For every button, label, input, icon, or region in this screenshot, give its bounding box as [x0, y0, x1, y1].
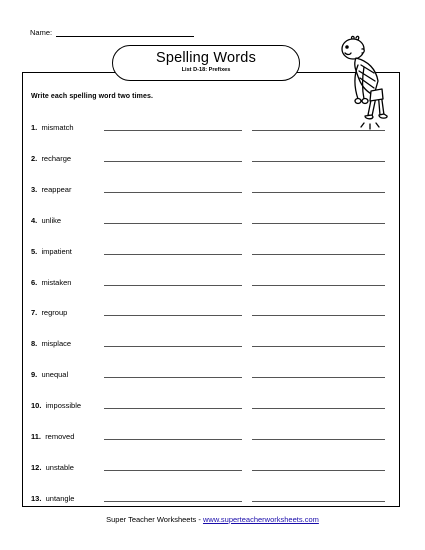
writing-line-first[interactable] [104, 161, 242, 162]
word-label [31, 154, 71, 163]
word-row [31, 278, 391, 290]
name-line[interactable] [56, 28, 194, 37]
word-number: 4. [31, 215, 38, 225]
writing-line-second[interactable] [252, 377, 385, 378]
writing-line-first[interactable] [104, 130, 242, 131]
writing-line-second[interactable] [252, 223, 385, 224]
word-number: 1. [31, 123, 38, 132]
writing-line-first[interactable] [104, 285, 242, 286]
writing-line-first[interactable] [104, 408, 242, 409]
word-number: 6. [31, 277, 38, 287]
spelling-word: untangle [45, 493, 75, 503]
word-row [31, 308, 391, 320]
word-label [31, 401, 81, 410]
writing-line-second[interactable] [252, 315, 385, 316]
writing-line-second[interactable] [252, 408, 385, 409]
spelling-word: misplace [41, 339, 72, 349]
spelling-word: impossible [45, 401, 82, 411]
spelling-word: removed [45, 432, 75, 441]
writing-line-second[interactable] [252, 254, 385, 255]
writing-line-first[interactable] [104, 501, 242, 502]
spelling-word: reappear [41, 184, 72, 194]
boy-bending-icon [334, 35, 392, 135]
spelling-word: recharge [41, 153, 72, 163]
word-row [31, 123, 391, 135]
spelling-word: regroup [41, 308, 68, 318]
writing-line-first[interactable] [104, 439, 242, 440]
word-number: 13. [31, 493, 42, 503]
footer-separator: - [196, 515, 203, 524]
word-number: 5. [31, 246, 38, 256]
title-banner [112, 45, 300, 81]
writing-line-second[interactable] [252, 346, 385, 347]
spelling-word: impatient [41, 246, 72, 256]
writing-line-second[interactable] [252, 130, 385, 131]
word-row [31, 370, 391, 382]
word-number: 10. [31, 401, 42, 411]
word-label [31, 278, 71, 287]
word-label [31, 185, 71, 194]
word-row [31, 216, 391, 228]
writing-line-second[interactable] [252, 501, 385, 502]
writing-line-first[interactable] [104, 470, 242, 471]
word-number: 7. [31, 308, 38, 318]
word-label [31, 370, 68, 379]
name-label: Name: [30, 28, 53, 37]
word-row [31, 401, 391, 413]
word-row [31, 247, 391, 259]
footer-brand: Super Teacher Worksheets [106, 515, 197, 524]
word-row [31, 154, 391, 166]
writing-line-first[interactable] [104, 192, 242, 193]
word-label [31, 216, 61, 225]
word-number: 2. [31, 153, 38, 163]
word-row [31, 494, 391, 506]
word-label [31, 123, 74, 132]
footer-link[interactable]: www.superteacherworksheets.com [202, 515, 319, 524]
word-label [31, 463, 74, 472]
writing-line-second[interactable] [252, 192, 385, 193]
writing-line-first[interactable] [104, 223, 242, 224]
writing-line-second[interactable] [252, 285, 385, 286]
list-subtitle: List D-18: Prefixes [181, 67, 231, 73]
writing-line-first[interactable] [104, 315, 242, 316]
word-label [31, 308, 67, 317]
instruction-text: Write each spelling word two times. [31, 93, 154, 100]
word-label [31, 247, 72, 256]
word-number: 12. [31, 462, 42, 472]
page-title: Spelling Words [155, 50, 257, 66]
word-row [31, 185, 391, 197]
spelling-word: unlike [41, 215, 62, 225]
word-number: 11. [31, 432, 42, 441]
writing-line-second[interactable] [252, 439, 385, 440]
name-row [30, 28, 194, 37]
word-row [31, 432, 391, 444]
writing-line-second[interactable] [252, 470, 385, 471]
footer [0, 515, 425, 524]
writing-line-first[interactable] [104, 377, 242, 378]
writing-line-first[interactable] [104, 346, 242, 347]
word-label [31, 339, 71, 348]
spelling-word: unequal [41, 370, 69, 380]
writing-line-first[interactable] [104, 254, 242, 255]
writing-line-second[interactable] [252, 161, 385, 162]
word-row [31, 463, 391, 475]
spelling-word: mismatch [41, 123, 74, 132]
word-number: 9. [31, 370, 38, 380]
word-row [31, 339, 391, 351]
spelling-word: mistaken [41, 277, 72, 287]
word-number: 3. [31, 184, 38, 194]
word-label [31, 432, 74, 441]
spelling-word: unstable [45, 462, 74, 472]
word-number: 8. [31, 339, 38, 349]
word-label [31, 494, 74, 503]
